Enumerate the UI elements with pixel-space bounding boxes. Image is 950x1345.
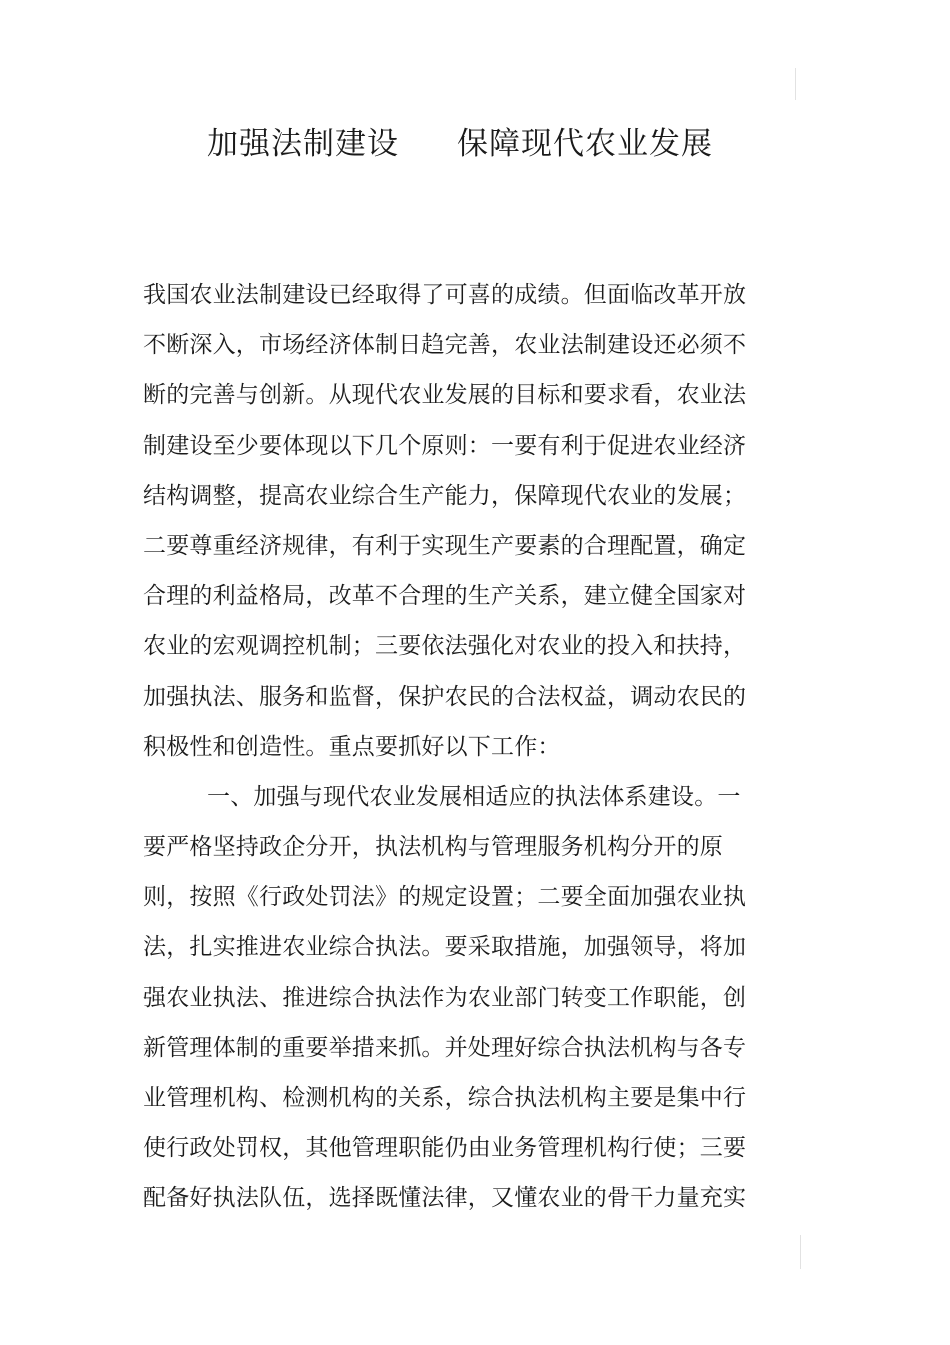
paragraph-line: 断的完善与创新。从现代农业发展的目标和要求看，农业法 bbox=[143, 382, 747, 409]
paragraph-line: 我国农业法制建设已经取得了可喜的成绩。但面临改革开放 bbox=[143, 282, 747, 308]
document-title bbox=[0, 122, 920, 166]
document-body bbox=[143, 270, 747, 1224]
paragraph-line: 则，按照《行政处罚法》的规定设置；二要全面加强农业执 bbox=[143, 884, 747, 911]
paragraph-line: 强农业执法、推进综合执法作为农业部门转变工作职能，创 bbox=[143, 984, 747, 1011]
title-part-1: 加强法制建设 bbox=[207, 126, 399, 162]
paragraph-line: 业管理机构、检测机构的关系，综合执法机构主要是集中行 bbox=[143, 1085, 747, 1111]
paragraph-line: 配备好执法队伍，选择既懂法律，又懂农业的骨干力量充实 bbox=[143, 1185, 747, 1212]
page-edge-mark-top bbox=[795, 68, 796, 100]
title-part-2: 保障现代农业发展 bbox=[457, 126, 713, 162]
paragraph-line: 结构调整，提高农业综合生产能力，保障现代农业的发展； bbox=[143, 482, 747, 509]
paragraph-line: 不断深入，市场经济体制日趋完善，农业法制建设还必须不 bbox=[143, 332, 747, 359]
paragraph-line: 积极性和创造性。重点要抓好以下工作： bbox=[143, 733, 561, 760]
section-heading-line: 一、加强与现代农业发展相适应的执法体系建设。一 bbox=[207, 783, 741, 810]
paragraph-line: 要严格坚持政企分开，执法机构与管理服务机构分开的原 bbox=[143, 834, 723, 861]
paragraph-line: 二要尊重经济规律，有利于实现生产要素的合理配置，确定 bbox=[143, 532, 747, 559]
paragraph-line: 农业的宏观调控机制；三要依法强化对农业的投入和扶持， bbox=[143, 633, 747, 660]
paragraph-line: 新管理体制的重要举措来抓。并处理好综合执法机构与各专 bbox=[143, 1034, 747, 1061]
paragraph-line: 合理的利益格局，改革不合理的生产关系，建立健全国家对 bbox=[143, 583, 747, 610]
paragraph-line: 使行政处罚权，其他管理职能仍由业务管理机构行使；三要 bbox=[143, 1135, 747, 1162]
paragraph-line: 法，扎实推进农业综合执法。要采取措施，加强领导，将加 bbox=[143, 934, 747, 961]
paragraph-line: 加强执法、服务和监督，保护农民的合法权益，调动农民的 bbox=[143, 683, 747, 710]
paragraph-line: 制建设至少要体现以下几个原则：一要有利于促进农业经济 bbox=[143, 432, 747, 459]
page-edge-mark-bottom bbox=[800, 1235, 801, 1269]
